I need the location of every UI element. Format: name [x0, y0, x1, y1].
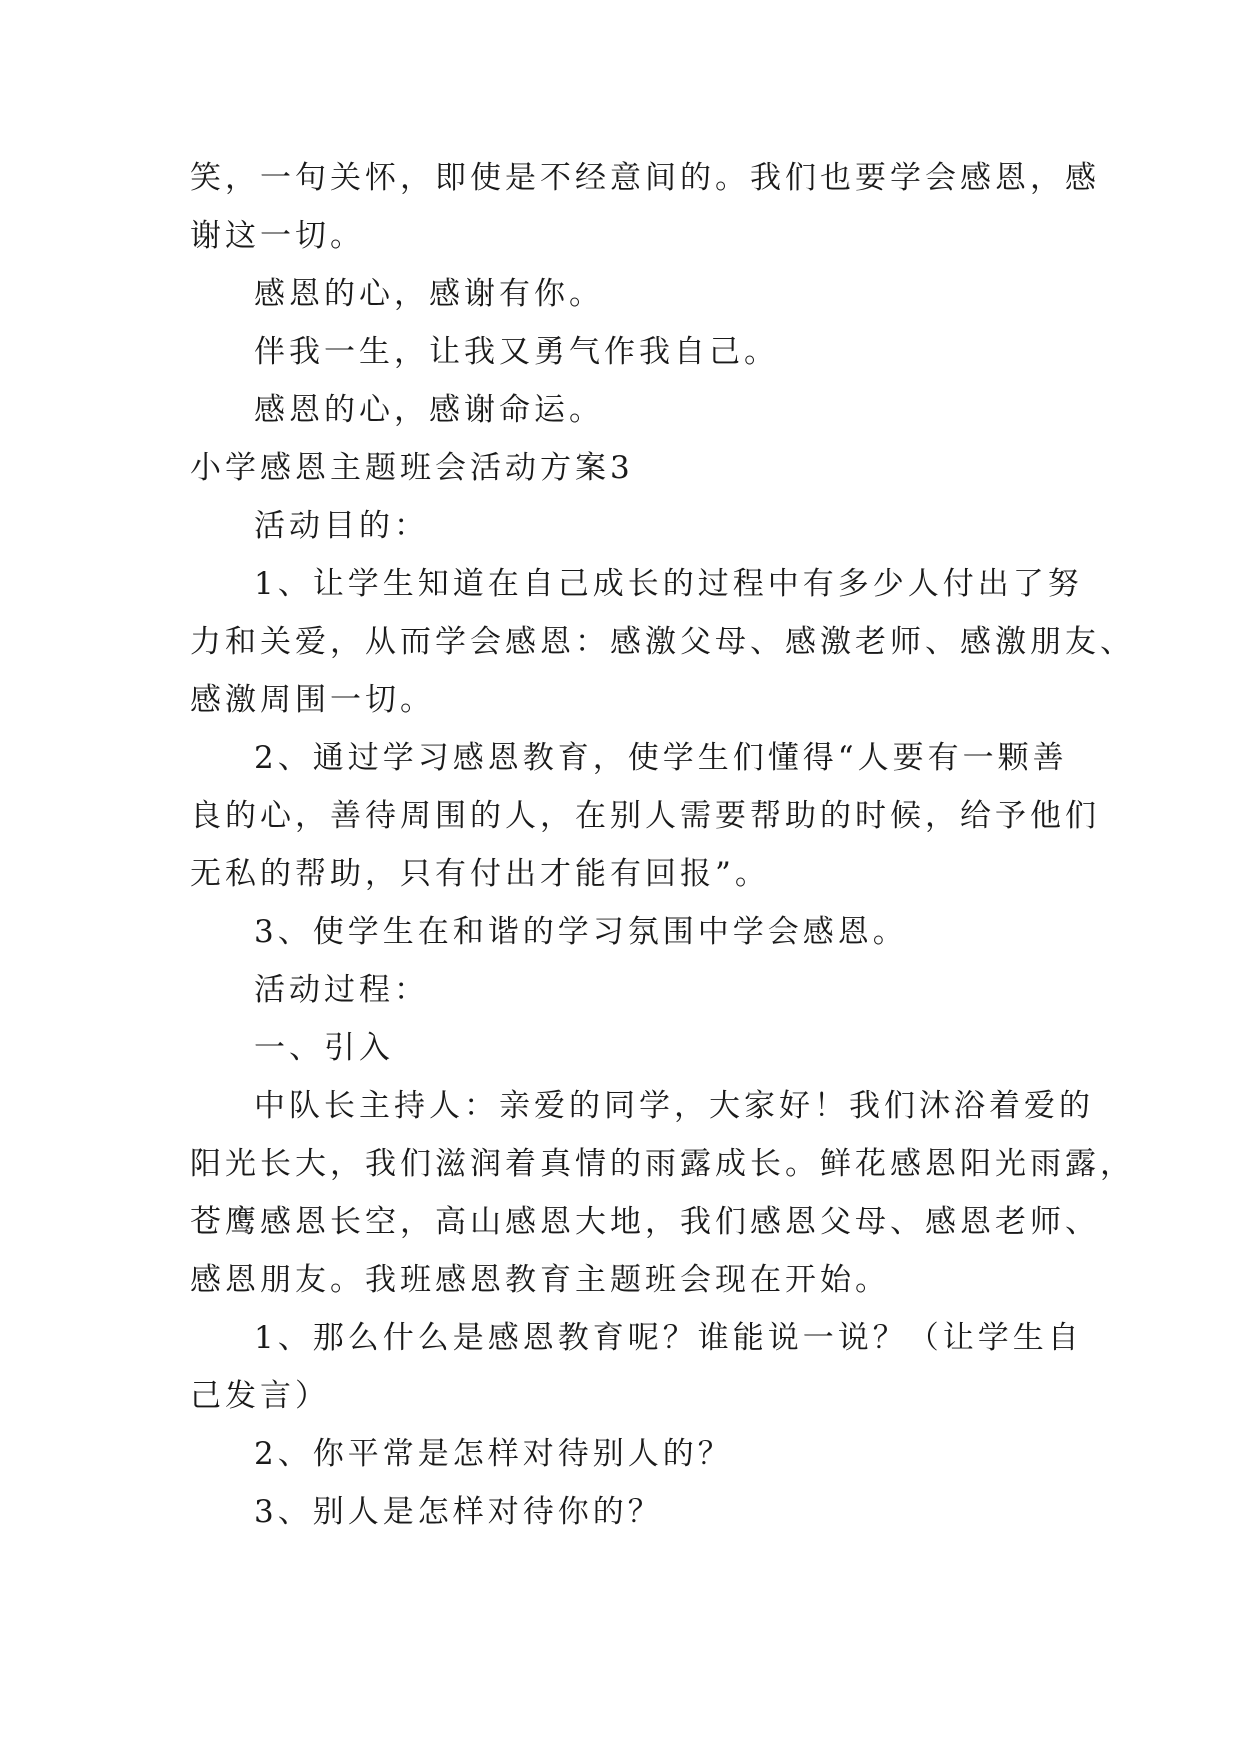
paragraph-line: 力和关爱，从而学会感恩：感激父母、感激老师、感激朋友、 [190, 624, 1135, 660]
paragraph-line: 阳光长大，我们滋润着真情的雨露成长。鲜花感恩阳光雨露， [190, 1146, 1135, 1182]
paragraph-line: 笑，一句关怀，即使是不经意间的。我们也要学会感恩，感 [190, 160, 1100, 196]
paragraph-line: 3、使学生在和谐的学习氛围中学会感恩。 [254, 914, 908, 950]
paragraph-line: 1、那么什么是感恩教育呢？谁能说一说？（让学生自 [254, 1320, 1083, 1356]
paragraph-line: 感恩朋友。我班感恩教育主题班会现在开始。 [190, 1262, 890, 1298]
paragraph-line: 1、让学生知道在自己成长的过程中有多少人付出了努 [254, 566, 1083, 602]
subheading: 活动目的： [254, 508, 429, 544]
paragraph-line: 中队长主持人：亲爱的同学，大家好！我们沐浴着爱的 [254, 1088, 1094, 1124]
paragraph-line: 苍鹰感恩长空，高山感恩大地，我们感恩父母、感恩老师、 [190, 1204, 1100, 1240]
paragraph-line: 无私的帮助，只有付出才能有回报”。 [190, 856, 770, 892]
subheading: 活动过程： [254, 972, 429, 1008]
paragraph-line: 3、别人是怎样对待你的？ [254, 1494, 663, 1530]
paragraph-line: 感恩的心，感谢命运。 [254, 392, 604, 428]
paragraph-line: 伴我一生，让我又勇气作我自己。 [254, 334, 779, 370]
subheading: 一、引入 [254, 1030, 394, 1066]
paragraph-line: 良的心，善待周围的人，在别人需要帮助的时候，给予他们 [190, 798, 1100, 834]
paragraph-line: 己发言） [190, 1378, 330, 1414]
paragraph-line: 2、你平常是怎样对待别人的？ [254, 1436, 733, 1472]
paragraph-line: 感恩的心，感谢有你。 [254, 276, 604, 312]
section-heading: 小学感恩主题班会活动方案3 [190, 450, 634, 486]
paragraph-line: 感激周围一切。 [190, 682, 435, 718]
paragraph-line: 2、通过学习感恩教育，使学生们懂得“人要有一颗善 [254, 740, 1068, 776]
paragraph-line: 谢这一切。 [190, 218, 365, 254]
